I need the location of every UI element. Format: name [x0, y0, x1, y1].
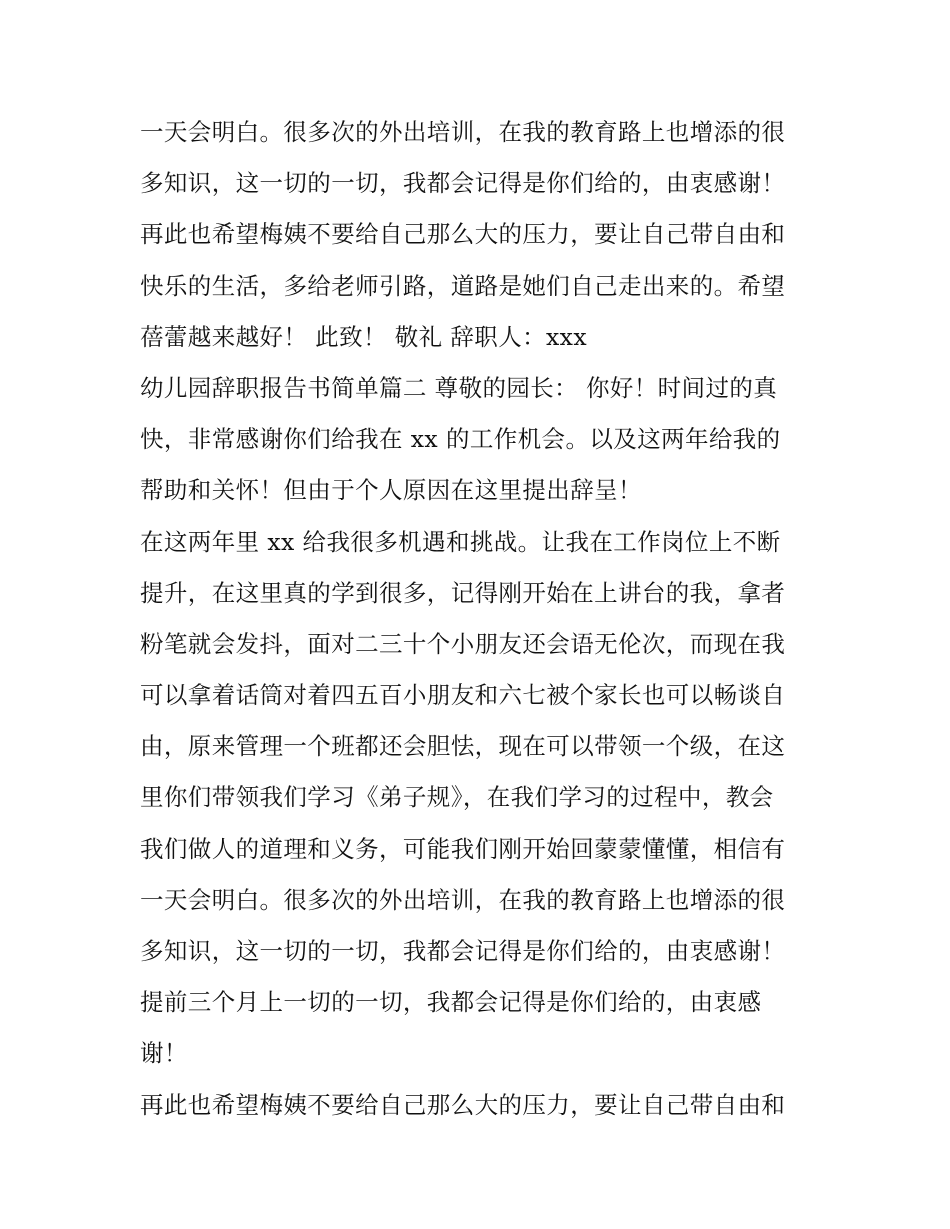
text-line: 帮助和关怀！但由于个人原因在这里提出辞呈！ [140, 476, 642, 505]
text-line: 快乐的生活，多给老师引路，道路是她们自己走出来的。希望 [140, 271, 786, 300]
text-line: 可以拿着话筒对着四五百小朋友和六七被个家长也可以畅谈自 [140, 681, 786, 710]
text-line: 由，原来管理一个班都还会胆怯，现在可以带领一个级，在这 [140, 732, 786, 761]
text-line: 一天会明白。很多次的外出培训，在我的教育路上也增添的很 [140, 118, 786, 146]
text-line: 在这两年里 xx 给我很多机遇和挑战。让我在工作岗位上不断 [140, 527, 781, 556]
text-line: 再此也希望梅姨不要给自己那么大的压力，要让自己带自由和 [140, 1090, 786, 1119]
text-line: 快，非常感谢你们给我在 xx 的工作机会。以及这两年给我的 [140, 425, 781, 454]
text-line: 谢！ [140, 1039, 188, 1068]
text-line: 提升，在这里真的学到很多，记得刚开始在上讲台的我，拿者 [140, 578, 786, 607]
text-line: 提前三个月上一切的一切，我都会记得是你们给的，由衷感 [140, 988, 762, 1017]
text-line: 我们做人的道理和义务，可能我们刚开始回蒙蒙懂懂，相信有 [140, 834, 786, 863]
text-line: 里你们带领我们学习《弟子规》，在我们学习的过程中，教会 [140, 783, 774, 812]
body-text [140, 107, 830, 1131]
text-line: 多知识，这一切的一切，我都会记得是你们给的，由衷感谢！ [140, 937, 786, 965]
text-line: 多知识，这一切的一切，我都会记得是你们给的，由衷感谢！ [140, 169, 786, 198]
text-line: 粉笔就会发抖，面对二三十个小朋友还会语无伦次，而现在我 [140, 629, 786, 658]
text-line: 蓓蕾越来越好！ 此致！ 敬礼 辞职人：xxx [140, 322, 587, 351]
text-line: 一天会明白。很多次的外出培训，在我的教育路上也增添的很 [140, 885, 786, 914]
text-line: 再此也希望梅姨不要给自己那么大的压力，要让自己带自由和 [140, 220, 786, 249]
text-line: 幼儿园辞职报告书简单篇二 尊敬的园长： 你好！时间过的真 [140, 373, 778, 402]
